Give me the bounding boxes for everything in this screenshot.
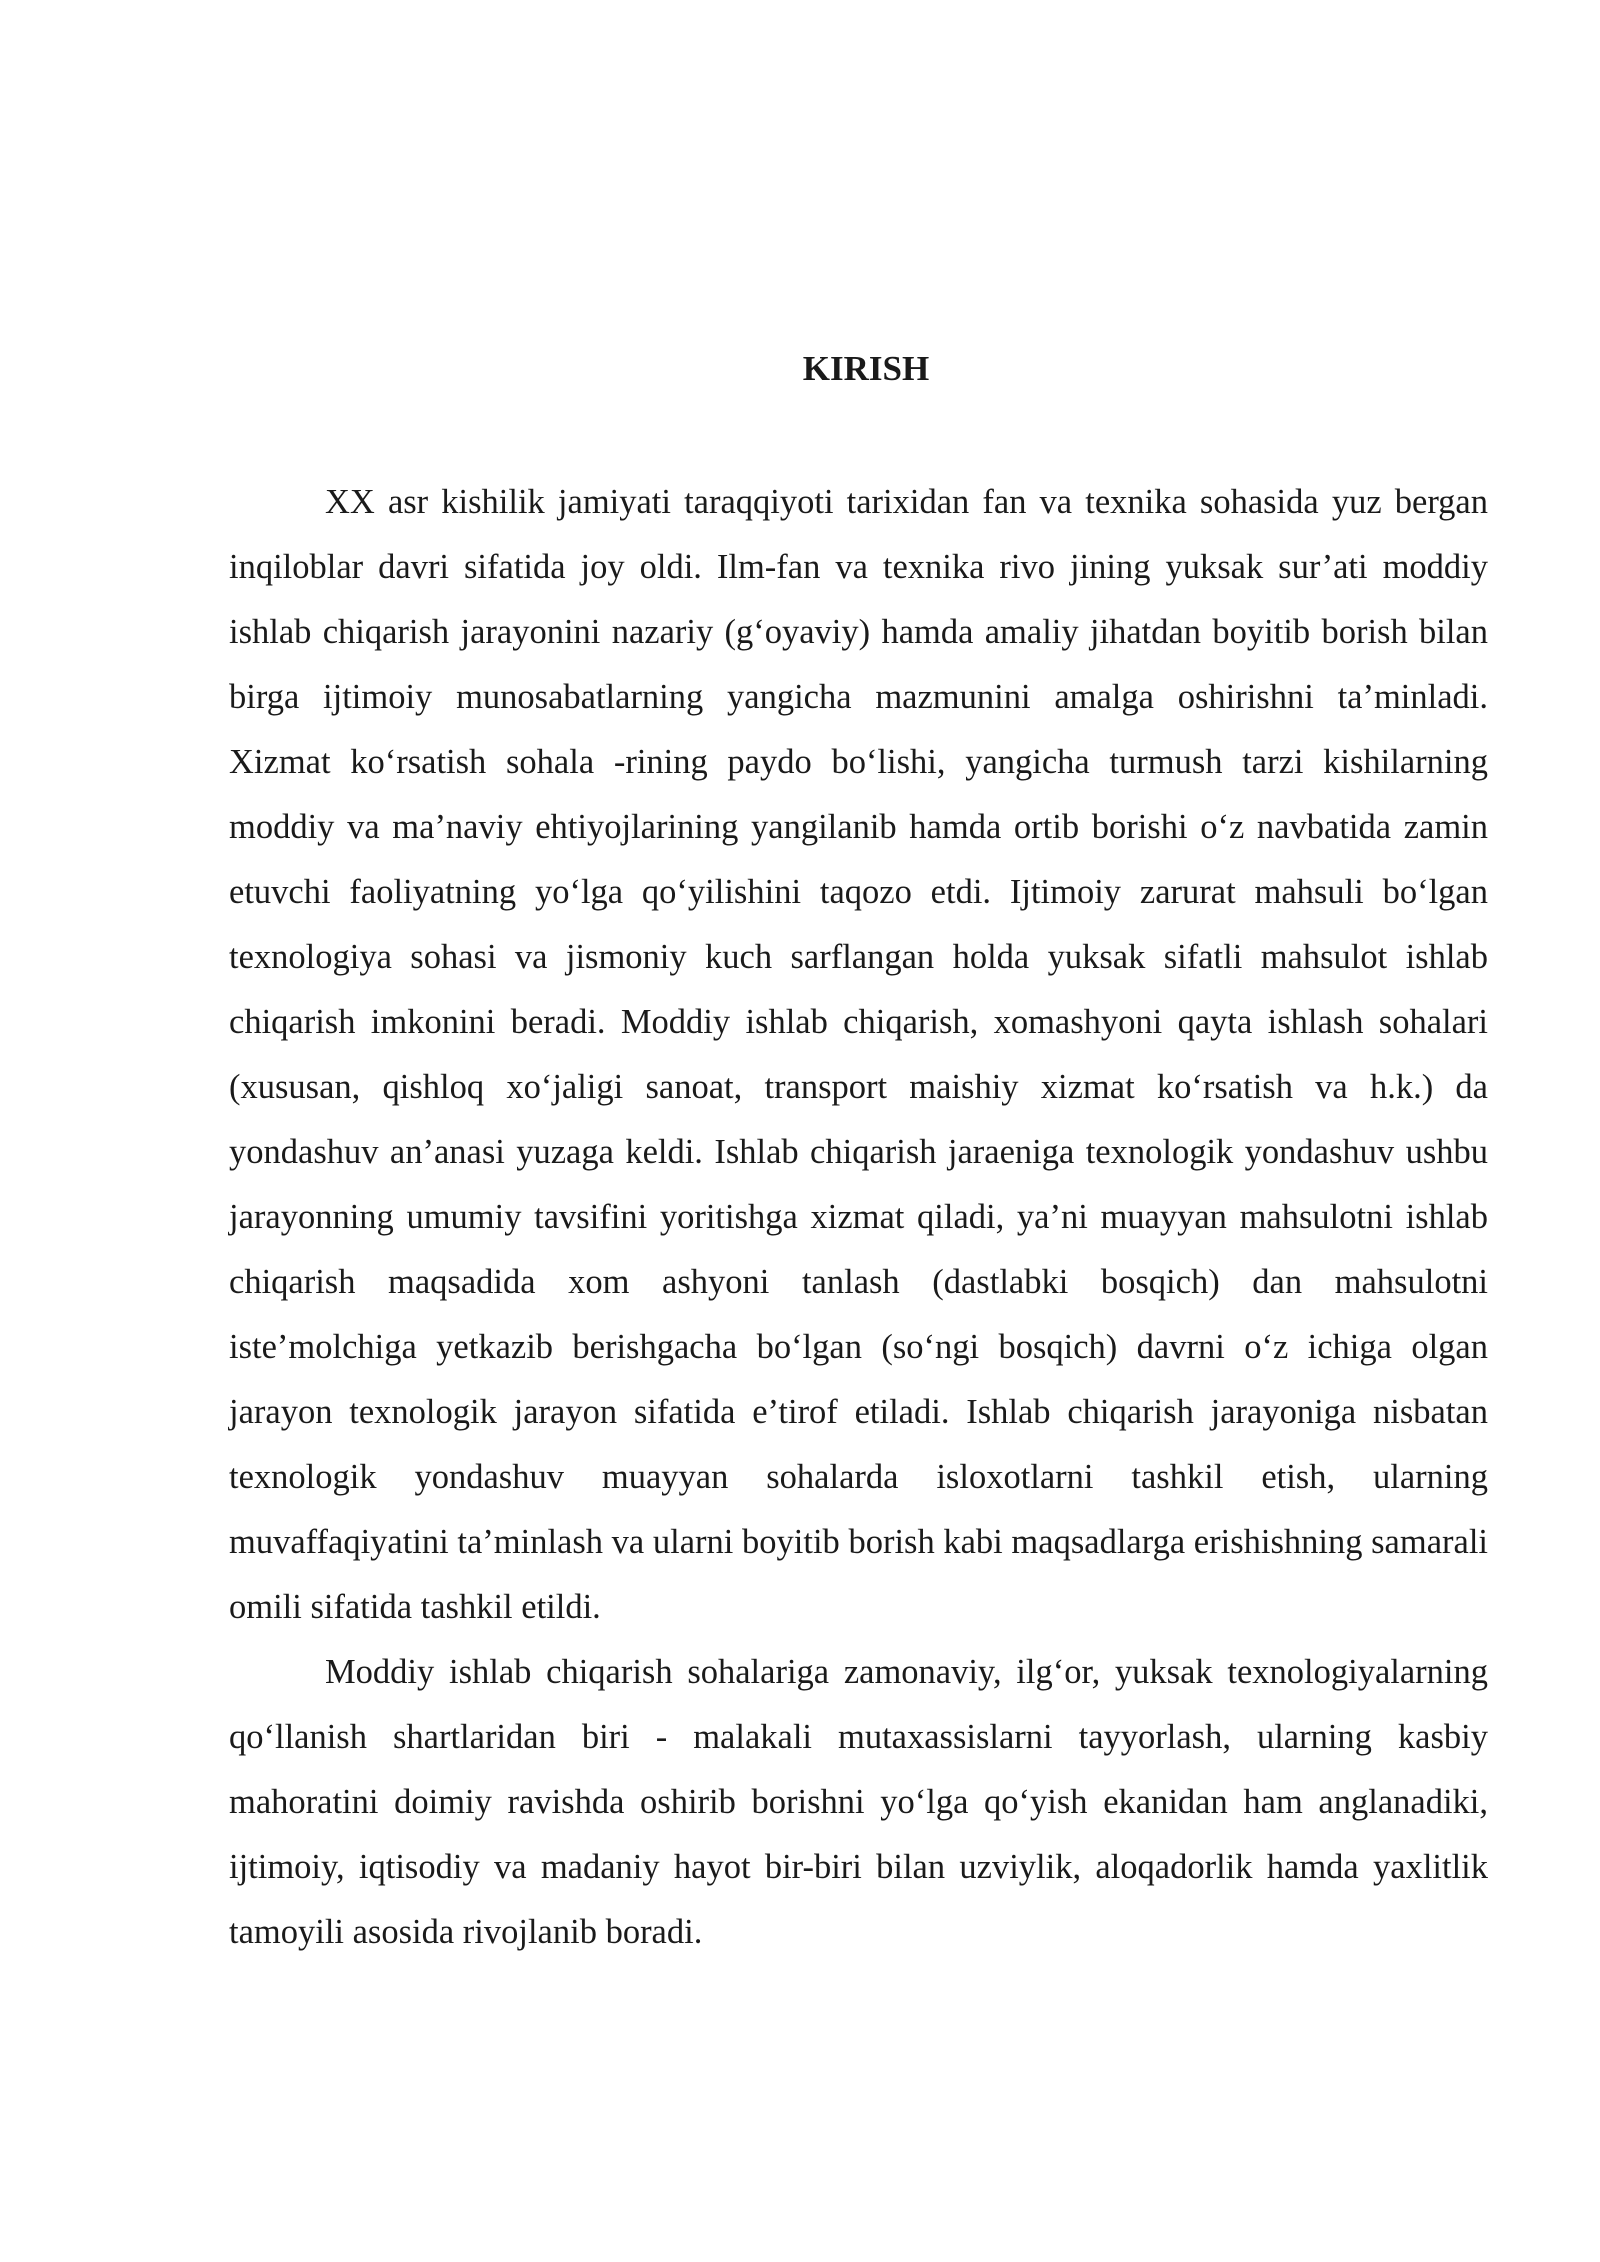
paragraph-1: XX asr kishilik jamiyati taraqqiyoti tarixidan fan va texnika sohasida yuz bergan inqiloblar davri sifatida joy oldi. Ilm-fan va texnika rivo jining yuksak sur’ati moddiy ishlab chiqarish jarayonini nazariy (g‘oyaviy) hamda amaliy jihatdan boyitib borish bilan birga ijtimoiy munosabatlarning yangicha mazmunini amalga oshirishni ta’minladi. Xizmat ko‘rsatish sohala -rining paydo bo‘lishi, yangicha turmush tarzi kishilarning moddiy va ma’naviy ehtiyojlarining yangilanib hamda ortib borishi o‘z navbatida zamin etuvchi faoliyatning yo‘lga qo‘yilishini taqozo etdi. Ijtimoiy zarurat mahsuli bo‘lgan texnologiya sohasi va jismoniy kuch sarflangan holda yuksak sifatli mahsulot ishlab chiqarish imkonini beradi. Moddiy ishlab chiqarish, xomashyoni qayta ishlash sohalari (xususan, qishloq xo‘jaligi sanoat, transport maishiy xizmat ko‘rsatish va h.k.) da yondashuv an’anasi yuzaga keldi. Ishlab chiqarish jaraeniga texnologik yondashuv ushbu jarayonning umumiy tavsifini yoritishga xizmat qiladi, ya’ni muayyan mahsulotni ishlab chiqarish maqsadida xom ashyoni tanlash (dastlabki bosqich) dan mahsulotni iste’molchiga yetkazib berishgacha bo‘lgan (so‘ngi bosqich) davrni o‘z ichiga olgan jarayon texnologik jarayon sifatida e’tirof etiladi. Ishlab chiqarish jarayoniga nisbatan texnologik yondashuv muayyan sohalarda isloxotlarni tashkil etish, ularning muvaffaqiyatini ta’minlash va ularni boyitib borish kabi maqsadlarga erishishning samarali omili sifatida tashkil etildi. — [229, 483, 1488, 1626]
body-text — [229, 470, 1488, 1965]
page-title: KIRISH — [802, 349, 930, 388]
paragraph-2: Moddiy ishlab chiqarish sohalariga zamonaviy, ilg‘or, yuksak texnologiyalarning qo‘llanish shartlaridan biri - malakali mutaxassislarni tayyorlash, ularning kasbiy mahoratini doimiy ravishda oshirib borishni yo‘lga qo‘yish ekanidan ham anglanadiki, ijtimoiy, iqtisodiy va madaniy hayot bir-biri bilan uzviylik, aloqadorlik hamda yaxlitlik tamoyili asosida rivojlanib boradi. — [229, 1653, 1488, 1951]
